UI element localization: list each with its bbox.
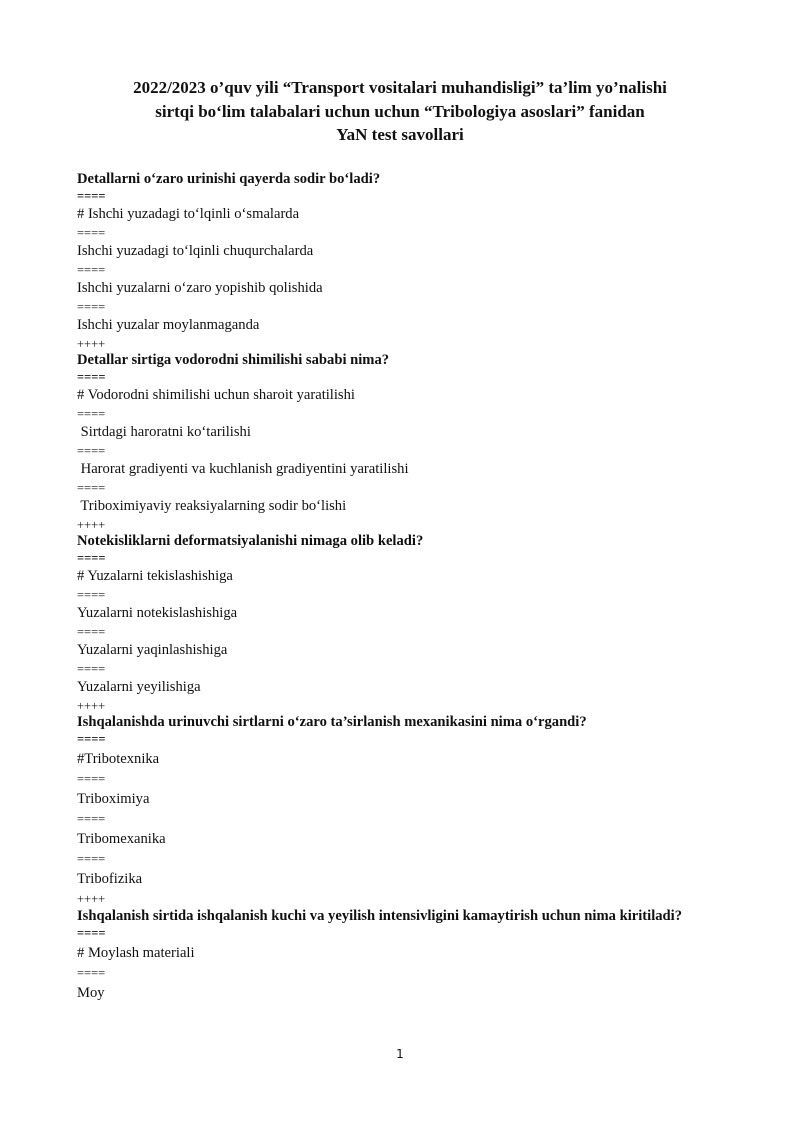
option-separator: ==== bbox=[77, 407, 106, 421]
question-separator: ++++ bbox=[77, 518, 106, 532]
document-title bbox=[76, 76, 724, 147]
question-5-text: Ishqalanish sirtida ishqalanish kuchi va yeyilish intensivligini kamaytirish uchun nima kiritiladi? bbox=[77, 908, 683, 924]
option-separator: ==== bbox=[77, 732, 106, 746]
page-number: 1 bbox=[396, 1047, 404, 1061]
question-2-option-4: Triboximiyaviy reaksiyalarning sodir bo‘lishi bbox=[77, 498, 347, 514]
option-separator: ==== bbox=[77, 852, 106, 866]
option-separator: ==== bbox=[77, 189, 106, 203]
question-separator: ++++ bbox=[77, 892, 106, 906]
option-separator: ==== bbox=[77, 772, 106, 786]
option-separator: ==== bbox=[77, 300, 106, 314]
question-separator: ++++ bbox=[77, 337, 106, 351]
test-questions bbox=[77, 170, 724, 1006]
question-4-option-1: #Tribotexnika bbox=[77, 751, 160, 767]
question-separator: ++++ bbox=[77, 699, 106, 713]
question-1-option-4: Ishchi yuzalar moylanmaganda bbox=[77, 317, 260, 333]
title-line-3: YaN test savollari bbox=[336, 125, 464, 144]
question-1-option-2: Ishchi yuzadagi to‘lqinli chuqurchalarda bbox=[77, 243, 314, 259]
option-separator: ==== bbox=[77, 226, 106, 240]
option-separator: ==== bbox=[77, 662, 106, 676]
question-2-text: Detallar sirtiga vodorodni shimilishi sababi nima? bbox=[77, 352, 390, 368]
question-2-option-2: Sirtdagi haroratni ko‘tarilishi bbox=[77, 424, 251, 440]
option-separator: ==== bbox=[77, 588, 106, 602]
question-4-option-3: Tribomexanika bbox=[77, 831, 166, 847]
option-separator: ==== bbox=[77, 625, 106, 639]
question-3-option-4: Yuzalarni yeyilishiga bbox=[77, 679, 201, 695]
question-1-option-3: Ishchi yuzalarni o‘zaro yopishib qolishida bbox=[77, 280, 323, 296]
question-5-option-1: # Moylash materiali bbox=[77, 945, 195, 961]
question-5-option-2: Moy bbox=[77, 985, 105, 1001]
option-separator: ==== bbox=[77, 481, 106, 495]
question-3-text: Notekisliklarni deformatsiyalanishi nimaga olib keladi? bbox=[77, 533, 424, 549]
option-separator: ==== bbox=[77, 966, 106, 980]
question-3-option-1: # Yuzalarni tekislashishiga bbox=[77, 568, 233, 584]
title-line-2: sirtqi bo‘lim talabalari uchun uchun “Tribologiya asoslari” fanidan bbox=[155, 101, 645, 121]
question-1-option-1: # Ishchi yuzadagi to‘lqinli o‘smalarda bbox=[77, 206, 300, 222]
question-3-option-2: Yuzalarni notekislashishiga bbox=[77, 605, 238, 621]
question-4-text: Ishqalanishda urinuvchi sirtlarni o‘zaro ta’sirlanish mexanikasini nima o‘rgandi? bbox=[77, 714, 587, 730]
option-separator: ==== bbox=[77, 263, 106, 277]
question-4-option-2: Triboximiya bbox=[77, 791, 150, 807]
option-separator: ==== bbox=[77, 926, 106, 940]
option-separator: ==== bbox=[77, 444, 106, 458]
option-separator: ==== bbox=[77, 551, 106, 565]
question-3-option-3: Yuzalarni yaqinlashishiga bbox=[77, 642, 228, 658]
title-line-1: 2022/2023 o’quv yili “Transport vositalari muhandisligi” ta’lim yo’nalishi bbox=[133, 78, 667, 97]
question-1-text: Detallarni o‘zaro urinishi qayerda sodir bo‘ladi? bbox=[77, 171, 381, 187]
question-2-option-1: # Vodorodni shimilishi uchun sharoit yaratilishi bbox=[77, 387, 355, 403]
question-4-option-4: Tribofizika bbox=[77, 871, 143, 887]
question-2-option-3: Harorat gradiyenti va kuchlanish gradiyentini yaratilishi bbox=[77, 461, 409, 477]
option-separator: ==== bbox=[77, 370, 106, 384]
option-separator: ==== bbox=[77, 812, 106, 826]
